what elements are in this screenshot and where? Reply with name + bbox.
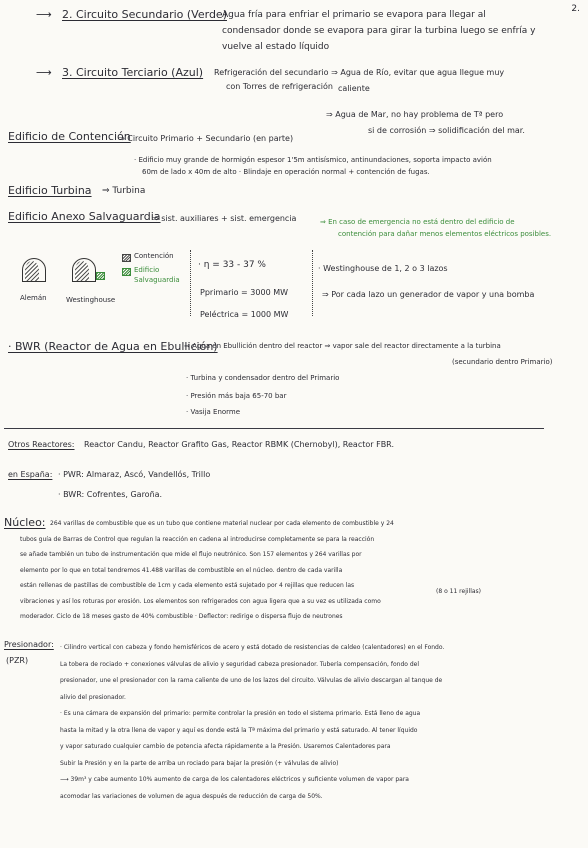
paragraph-line: elemento por lo que en total tendremos 41.488 varillas de combustible en el núcleo. dentro de cada varilla: [20, 566, 343, 574]
anexo-label: Edificio Anexo Salvaguardia: [8, 210, 161, 223]
turbina-label: Edificio Turbina: [8, 184, 92, 197]
paragraph-line: 264 varillas de combustible que es un tubo que contiene material nuclear por cada elemento de combustible y 24: [50, 520, 394, 527]
paragraph-line: tubos guía de Barras de Control que regulan la reacción en cadena al introducirse completamente se para la reacción: [20, 535, 375, 543]
circuit-2-title: 2. Circuito Secundario (Verde): [62, 8, 227, 21]
circuit-2-text: condensador donde se evapora para girar la turbina luego se enfría y: [222, 26, 536, 36]
paragraph-line: acomodar las variaciones de volumen de agua después de reducción de carga de 50%.: [60, 792, 323, 800]
bwr-item: · Turbina y condensador dentro del Primario: [186, 374, 340, 382]
paragraph-line: alivio del presionador.: [60, 693, 126, 701]
bwr-text: ⇒ Agua en Ebullición dentro del reactor ⇒ vapor sale del reactor directamente a la turbina: [184, 342, 501, 350]
turbina-text: ⇒ Turbina: [102, 186, 146, 196]
anexo-text: ⇒ sist. auxiliares + sist. emergencia: [152, 214, 297, 223]
espana-pwr: · PWR: Almaraz, Ascó, Vandellós, Trillo: [58, 470, 211, 479]
westinghouse-label: Westinghouse: [66, 296, 116, 304]
westinghouse-containment-diagram: [72, 258, 96, 282]
bwr-text: (secundario dentro Primario): [452, 358, 553, 366]
circuit-3-title: 3. Circuito Terciario (Azul): [62, 66, 204, 79]
bwr-item: · Presión más baja 65-70 bar: [186, 392, 287, 400]
bwr-label: · BWR (Reactor de Agua en Ebullición): [8, 340, 218, 353]
legend-contencion: Contención: [134, 252, 174, 260]
otros-text: Reactor Candu, Reactor Grafito Gas, Reactor RBMK (Chernobyl), Reactor FBR.: [84, 440, 394, 449]
westinghouse-loops: · Westinghouse de 1, 2 o 3 lazos: [318, 264, 448, 273]
contencion-text: 60m de lado x 40m de alto · Blindaje en operación normal + contención de fugas.: [142, 168, 430, 176]
paragraph-line: hasta la mitad y la otra llena de vapor y aquí es donde está la Tª máxima del primario y está saturado. Al tener líquido: [60, 726, 418, 734]
circuit-2-text: vuelve al estado líquido: [222, 42, 330, 52]
anexo-green-text: ⇒ En caso de emergencia no está dentro del edificio de: [320, 218, 515, 226]
paragraph-line: · Es una cámara de expansión del primario: permite controlar la presión en todo el sistema primario. Está lleno de agua: [60, 710, 421, 717]
westinghouse-salvaguardia-block: [96, 272, 105, 280]
divider: [190, 250, 191, 316]
aleman-containment-diagram: [22, 258, 46, 282]
legend-salvaguardia: Salvaguardia: [134, 276, 180, 284]
paragraph-line: están rellenas de pastillas de combustible de 1cm y cada elemento está sujetado por 4 rejillas que reducen las: [20, 582, 355, 589]
westinghouse-loops-detail: ⇒ Por cada lazo un generador de vapor y una bomba: [322, 290, 535, 299]
paragraph-line: moderador. Ciclo de 18 meses gasto de 40% combustible · Deflector: redirige o dispersa flujo de neutrones: [20, 613, 343, 620]
legend-contencion-swatch: [122, 254, 131, 262]
otros-label: Otros Reactores:: [8, 440, 75, 449]
aleman-label: Alemán: [20, 294, 47, 302]
circuit-3-text: con Torres de refrigeración: [226, 82, 333, 91]
contencion-label: Edificio de Contención: [8, 130, 131, 143]
circuit-3-text: ⇒ Agua de Mar, no hay problema de Tª pero: [326, 110, 504, 119]
presionador-sub: (PZR): [6, 656, 29, 665]
presionador-label: Presionador:: [4, 640, 54, 649]
paragraph-line: ⟶ 39m³ y cabe aumento 10% aumento de carga de los calentadores eléctricos y suficiente volumen de vapor para: [60, 776, 409, 783]
espana-label: en España:: [8, 470, 53, 479]
paragraph-line: · Cilindro vertical con cabeza y fondo hemisféricos de acero y está dotado de resistencias de caldeo (calentadores) en el Fondo.: [60, 644, 445, 651]
contencion-text: ⇒ Circuito Primario + Secundario (en parte): [118, 134, 294, 143]
paragraph-line: vibraciones y así los roturas por erosión. Los elementos son refrigerados con agua ligera que a su vez es utilizada como: [20, 597, 381, 605]
circuit-2-text: Agua fría para enfriar el primario se evapora para llegar al: [222, 10, 486, 20]
anexo-green-text: contención para dañar menos elementos eléctricos posibles.: [338, 230, 552, 238]
legend-salvaguardia-swatch: [122, 268, 131, 276]
arrow: ⟶: [36, 8, 52, 21]
nucleo-label: Núcleo:: [4, 516, 46, 529]
efficiency-electrica: Peléctrica = 1000 MW: [200, 310, 289, 319]
paragraph-line: y vapor saturado cualquier cambio de potencia afecta rápidamente a la Presión. Usaremos Calentadores para: [60, 743, 391, 750]
arrow: ⟶: [36, 66, 52, 79]
paragraph-line: presionador, une el presionador con la rama caliente de uno de los lazos del circuito. Válvulas de alivio descargan al tanque de: [60, 677, 443, 684]
contencion-text: · Edificio muy grande de hormigón espesor 1'5m antisísmico, antinundaciones, soporta impacto avión: [134, 156, 492, 164]
efficiency-eta: · η = 33 - 37 %: [198, 260, 266, 270]
bwr-item: · Vasija Enorme: [186, 408, 241, 416]
circuit-3-text: caliente: [338, 84, 370, 93]
paragraph-line: Subir la Presión y en la parte de arriba un rociado para bajar la presión (+ válvulas de alivio): [60, 759, 339, 767]
efficiency-primario: Pprimario = 3000 MW: [200, 288, 289, 297]
page-number: 2.: [571, 4, 580, 14]
divider-line: [4, 428, 544, 429]
nucleo-note: (8 o 11 rejillas): [436, 588, 482, 595]
paragraph-line: se añade también un tubo de instrumentación que mide el flujo neutrónico. Son 157 elementos y 264 varillas por: [20, 551, 362, 558]
divider: [312, 250, 313, 316]
legend-edificio: Edificio: [134, 266, 160, 274]
espana-bwr: · BWR: Cofrentes, Garoña.: [58, 490, 163, 499]
circuit-3-text: Refrigeración del secundario ⇒ Agua de Río, evitar que agua llegue muy: [214, 68, 505, 77]
circuit-3-text: si de corrosión ⇒ solidificación del mar.: [368, 126, 525, 135]
paragraph-line: La tobera de rociado + conexiones válvulas de alivio y seguridad cabeza presionador. Tubería compensación, fondo del: [60, 660, 419, 668]
